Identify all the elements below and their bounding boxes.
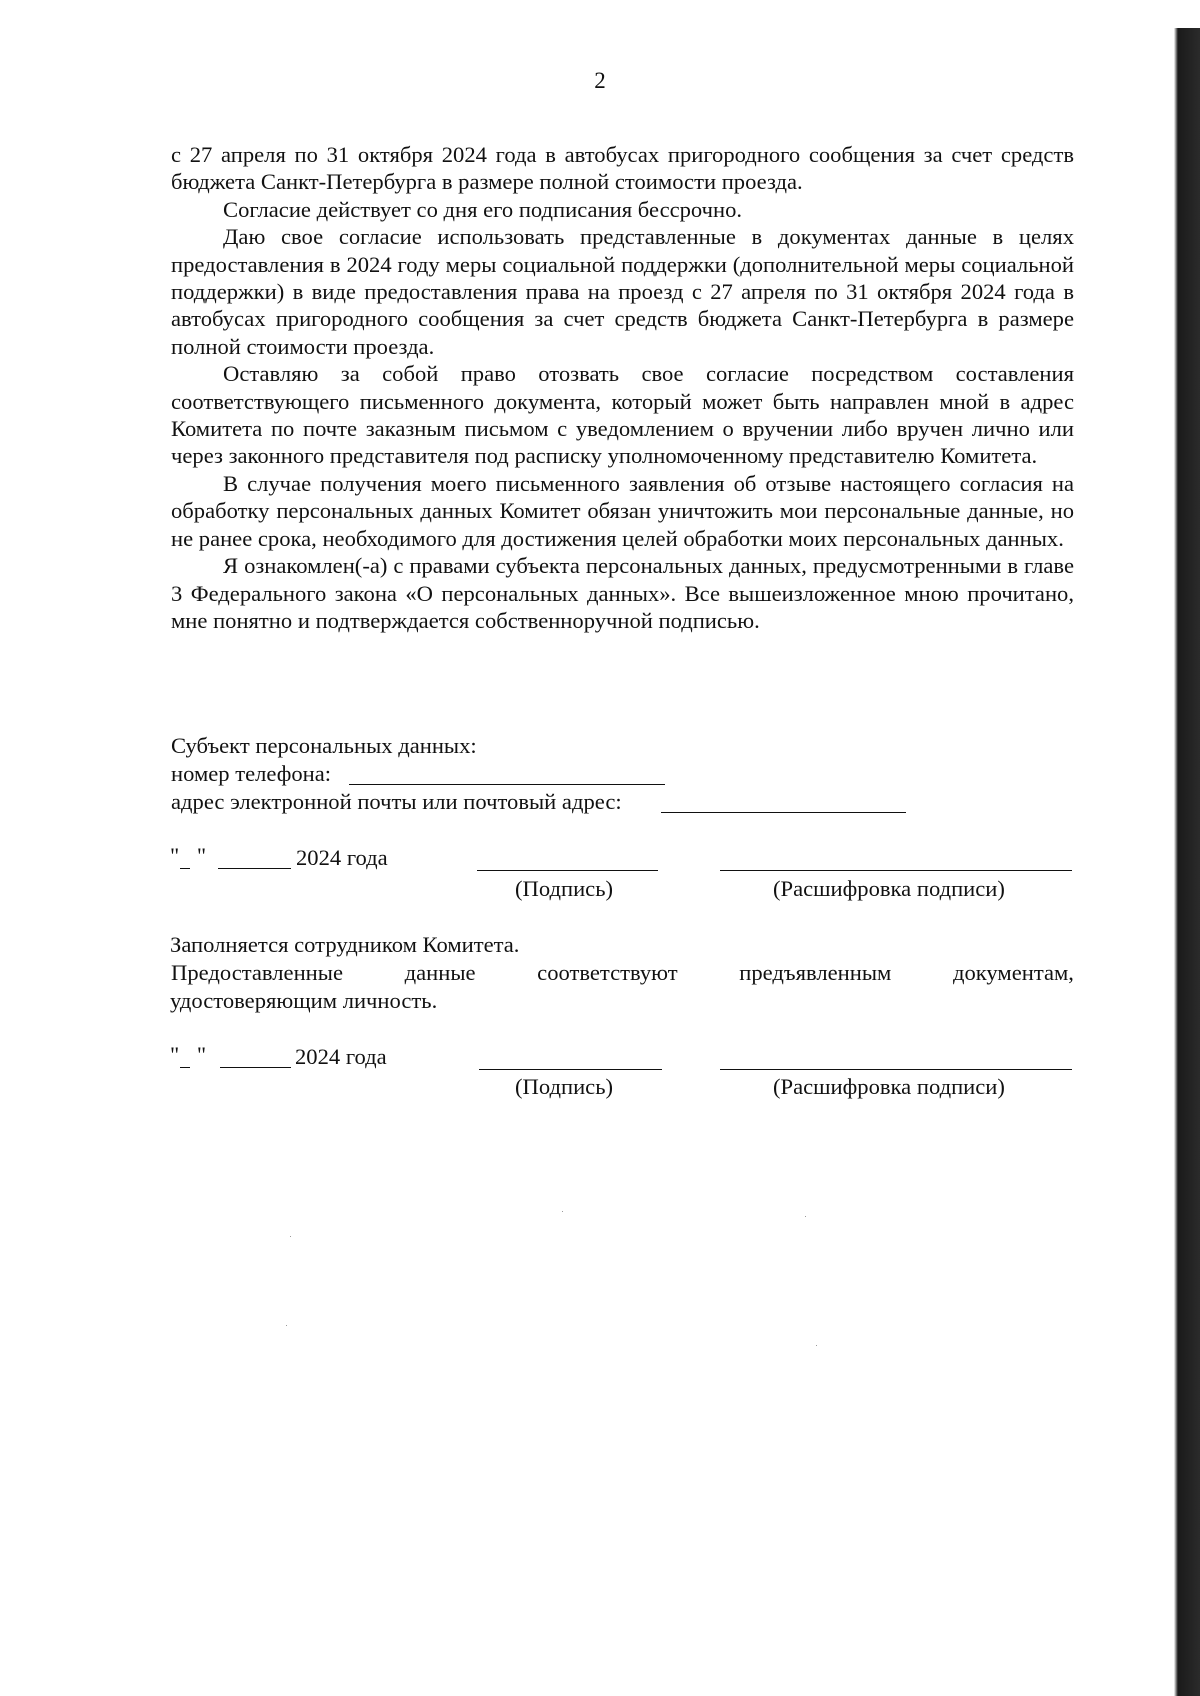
day-field-line[interactable] <box>180 868 190 869</box>
date-quotes: " " <box>170 1042 213 1067</box>
signature-caption: (Подпись) <box>515 1074 614 1099</box>
paragraph-1: с 27 апреля по 31 октября 2024 года в автобусах пригородного сообщения за счет средств бюджета Санкт-Петербурга в размере полной стоимости проезда. <box>171 142 1074 195</box>
statement-word: данные <box>404 960 476 985</box>
statement-word: документам, <box>952 960 1074 985</box>
paragraph-2: Согласие действует со дня его подписания бессрочно. <box>223 196 743 222</box>
signature-decoding-caption: (Расшифровка подписи) <box>773 1074 1005 1099</box>
month-field-line[interactable] <box>218 868 291 869</box>
paragraph-4: Оставляю за собой право отозвать свое согласие посредством составления соответствующего письменного документа, который может быть направлен мной в адрес Комитета по почте заказным письмом с уведомлением о вручении либо вручен лично или через законного представителя под расписку уполномоченному представителю Комитета. <box>171 361 1074 469</box>
address-label: адрес электронной почты или почтовый адрес: <box>171 789 622 814</box>
paragraph-5: В случае получения моего письменного заявления об отзыве настоящего согласия на обработку персональных данных Комитет обязан уничтожить мои персональные данные, но не ранее срока, необходимого для достижения целей обработки моих персональных данных. <box>171 470 1074 551</box>
subject-heading: Субъект персональных данных: <box>171 733 477 758</box>
employee-heading: Заполняется сотрудником Комитета. <box>170 932 520 957</box>
date-quotes: " " <box>170 843 213 868</box>
signature-line[interactable] <box>479 1069 662 1070</box>
signature-caption: (Подпись) <box>515 876 614 901</box>
consent-text <box>171 141 1074 634</box>
signature-line[interactable] <box>477 870 658 871</box>
paragraph-3: Даю свое согласие использовать представленные в документах данные в целях предоставления в 2024 году меры социальной поддержки (дополнительной меры социальной поддержки) в виде предоставления права на проезд с 27 апреля по 31 октября 2024 года в автобусах пригородного сообщения за счет средств бюджета Санкт-Петербурга в размере полной стоимости проезда. <box>171 224 1074 359</box>
phone-label: номер телефона: <box>171 761 332 786</box>
year-label: 2024 года <box>296 845 388 870</box>
address-field-line[interactable] <box>661 812 906 813</box>
signature-decoding-line[interactable] <box>720 1069 1072 1070</box>
employee-statement-line <box>171 960 1074 986</box>
signature-decoding-caption: (Расшифровка подписи) <box>773 876 1005 901</box>
statement-word: соответствуют <box>537 960 678 985</box>
paragraph-6: Я ознакомлен(-а) с правами субъекта персональных данных, предусмотренными в главе 3 Федерального закона «О персональных данных». Все вышеизложенное мною прочитано, мне понятно и подтверждается собственноручной подписью. <box>171 553 1074 633</box>
signature-decoding-line[interactable] <box>720 870 1072 871</box>
employee-statement-end: удостоверяющим личность. <box>170 988 438 1013</box>
page-number: 2 <box>594 68 606 93</box>
scan-edge-gap <box>1142 0 1200 28</box>
statement-word: Предоставленные <box>171 960 343 985</box>
statement-word: предъявленным <box>739 960 892 985</box>
scan-edge-shadow <box>1142 0 1200 1696</box>
phone-field-line[interactable] <box>349 784 665 785</box>
year-label: 2024 года <box>295 1044 387 1069</box>
month-field-line[interactable] <box>220 1067 291 1068</box>
day-field-line[interactable] <box>180 1067 190 1068</box>
